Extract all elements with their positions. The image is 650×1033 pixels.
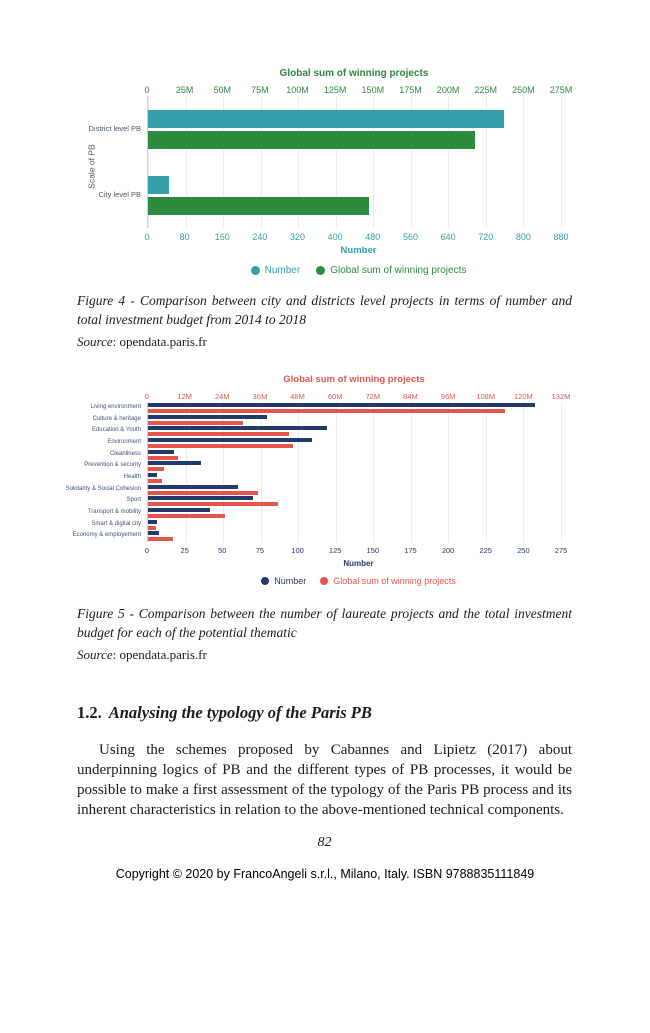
sum-bar <box>148 502 278 506</box>
category-label: Sport <box>126 497 141 504</box>
axis-tick-label: 160 <box>214 232 230 242</box>
axis-tick-label: 720 <box>478 232 494 242</box>
axis-tick-label: 25M <box>175 85 194 95</box>
plot-wrap <box>65 402 561 542</box>
bar-group <box>148 507 561 519</box>
number-bar <box>148 176 169 194</box>
category-label: Solidarity & Social Cohesion <box>65 485 141 492</box>
bar-group <box>148 519 561 531</box>
legend-dot-icon <box>316 266 325 275</box>
figure5-chart <box>65 374 571 586</box>
axis-tick-label: 640 <box>440 232 456 242</box>
axis-tick-label: 200 <box>441 546 455 555</box>
axis-tick-label: 100 <box>291 546 304 555</box>
legend-dot-icon <box>261 577 269 585</box>
plot-area <box>147 96 561 228</box>
number-bar <box>148 403 535 407</box>
legend-item <box>316 265 466 276</box>
legend-item <box>320 576 456 586</box>
axis-tick-label: 175 <box>404 546 417 555</box>
axis-tick-label: 80 <box>179 232 190 242</box>
number-bar <box>148 415 267 419</box>
category-label: District level PB <box>88 124 141 134</box>
sum-bar <box>148 131 475 149</box>
category-label: Environment <box>107 439 141 446</box>
axis-tick-label: 0 <box>144 546 150 555</box>
legend-item <box>251 265 301 276</box>
top-axis-ticks <box>144 389 571 402</box>
axis-tick-label: 75M <box>251 85 269 95</box>
axis-tick-label: 12M <box>177 392 192 401</box>
sum-bar <box>148 456 178 460</box>
legend-label: Number <box>264 265 301 276</box>
axis-tick-label: 96M <box>440 392 456 401</box>
axis-tick-label: 84M <box>403 392 418 401</box>
number-bar <box>148 485 238 489</box>
axis-tick-label: 0 <box>144 232 150 242</box>
bottom-axis-title: Number <box>340 245 377 256</box>
bar-group <box>148 472 561 484</box>
axis-tick-label: 560 <box>402 232 418 242</box>
number-bar <box>148 520 157 524</box>
section-heading <box>77 703 650 723</box>
axis-tick-label: 320 <box>290 232 306 242</box>
axis-tick-label: 250 <box>517 546 530 555</box>
axis-tick-label: 175M <box>399 85 422 95</box>
sum-bar <box>148 444 293 448</box>
axis-tick-label: 50 <box>218 546 227 555</box>
section-title: Analysing the typology of the Paris PB <box>108 703 372 722</box>
source-label: Source <box>77 334 113 349</box>
top-axis-ticks <box>144 83 573 96</box>
category-labels <box>65 402 147 542</box>
legend-dot-icon <box>251 266 260 275</box>
sum-bar <box>148 526 156 530</box>
axis-tick-label: 24M <box>214 392 230 401</box>
bar-group <box>148 484 561 496</box>
bar-group <box>148 449 561 461</box>
axis-tick-label: 400 <box>327 232 343 242</box>
axis-tick-label: 250M <box>512 85 535 95</box>
axis-tick-label: 60M <box>327 392 343 401</box>
bottom-axis-ticks <box>144 231 569 243</box>
category-label: Living environment <box>90 404 141 410</box>
sum-bar <box>148 537 173 541</box>
category-label: Prevention & security <box>84 462 141 469</box>
number-bar <box>148 461 201 465</box>
sum-bar <box>148 491 258 495</box>
bar-group <box>148 414 561 426</box>
axis-tick-label: 36M <box>252 392 268 401</box>
number-bar <box>148 508 210 512</box>
category-label: Education & Youth <box>91 427 141 434</box>
axis-tick-label: 225 <box>479 546 492 555</box>
sum-bar <box>148 421 243 425</box>
source-label: Source <box>77 647 113 662</box>
bar-group <box>148 96 561 162</box>
axis-tick-label: 480 <box>365 232 381 242</box>
gridline <box>561 96 562 228</box>
sum-bar <box>148 409 505 413</box>
y-axis-label: Scale of PB <box>86 144 97 189</box>
legend-label: Global sum of winning projects <box>330 265 467 276</box>
bar-group <box>148 530 561 542</box>
number-bar <box>148 426 327 430</box>
top-axis-title: Global sum of winning projects <box>279 68 429 79</box>
sum-bar <box>148 467 164 471</box>
number-bar <box>148 496 253 500</box>
category-label: Culture & heritage <box>92 415 141 422</box>
category-label: Health <box>123 474 141 481</box>
figure4-source <box>77 334 572 350</box>
page-number: 82 <box>317 835 332 850</box>
gridline <box>561 402 562 542</box>
sum-bar <box>148 197 369 215</box>
top-axis-title: Global sum of winning projects <box>283 374 425 385</box>
legend-item <box>261 576 306 586</box>
source-value: : opendata.paris.fr <box>112 647 207 662</box>
figure4-caption: Figure 4 - Comparison between city and districts level projects in terms of number and total investment budget from 2014 to 2018 <box>77 293 572 327</box>
number-bar <box>148 110 504 128</box>
copyright-line: Copyright © 2020 by FrancoAngeli s.r.l., Milano, Italy. ISBN 9788835111849 <box>115 867 535 881</box>
axis-tick-label: 150 <box>366 546 380 555</box>
source-value: : opendata.paris.fr <box>112 334 207 349</box>
axis-tick-label: 275M <box>549 85 573 95</box>
category-label: City level PB <box>98 190 141 200</box>
number-bar <box>148 473 157 477</box>
bar-group <box>148 162 561 228</box>
axis-tick-label: 200M <box>436 85 460 95</box>
figure5-source <box>77 647 572 663</box>
chart-body <box>65 389 571 586</box>
axis-tick-label: 0 <box>144 85 150 95</box>
axis-tick-label: 75 <box>255 546 265 555</box>
axis-tick-label: 120M <box>513 392 533 401</box>
figure5-caption: Figure 5 - Comparison between the number of laureate projects and the total investment budget for each of the potential thematic <box>77 606 572 640</box>
bar-group <box>148 425 561 437</box>
body-paragraph: Using the schemes proposed by Cabannes and Lipietz (2017) about underpinning logics of PB and the different types of PB processes, it would be possible to make a first assessment of the typology of the Paris PB process and its inherent characteristics in relation to the above-mentioned technical components. <box>77 742 572 818</box>
section-number: 1.2. <box>77 703 102 722</box>
plot-area <box>147 402 561 542</box>
axis-tick-label: 25 <box>180 546 189 555</box>
bar-group <box>148 495 561 507</box>
axis-tick-label: 72M <box>365 392 381 401</box>
figure4-chart <box>85 68 573 276</box>
number-bar <box>148 450 174 454</box>
axis-tick-label: 125 <box>328 546 342 555</box>
category-label: Cleanliness <box>109 450 141 457</box>
category-label: Transport & mobility <box>87 509 141 516</box>
axis-tick-label: 100M <box>286 85 309 95</box>
axis-tick-label: 50M <box>213 85 232 95</box>
axis-tick-label: 132M <box>551 392 571 401</box>
axis-tick-label: 150M <box>361 85 385 95</box>
axis-tick-label: 48M <box>290 392 305 401</box>
chart-legend <box>147 576 570 586</box>
axis-tick-label: 225M <box>474 85 497 95</box>
bottom-axis-title: Number <box>343 559 374 568</box>
number-bar <box>148 531 159 535</box>
axis-tick-label: 880 <box>553 232 569 242</box>
axis-tick-label: 275 <box>554 546 568 555</box>
axis-tick-label: 125M <box>323 85 347 95</box>
sum-bar <box>148 432 289 436</box>
sum-bar <box>148 514 225 518</box>
chart-body <box>85 83 573 276</box>
axis-tick-label: 240 <box>252 232 268 242</box>
axis-tick-label: 108M <box>476 392 496 401</box>
category-label: Economy & employement <box>72 532 141 539</box>
bar-group <box>148 460 561 472</box>
axis-tick-label: 800 <box>515 232 531 242</box>
legend-label: Global sum of winning projects <box>333 576 456 586</box>
chart-legend <box>147 265 570 276</box>
bottom-axis-ticks <box>144 545 568 557</box>
bar-group <box>148 402 561 414</box>
bar-group <box>148 437 561 449</box>
number-bar <box>148 438 312 442</box>
legend-dot-icon <box>320 577 328 585</box>
legend-label: Number <box>274 576 307 586</box>
axis-tick-label: 0 <box>144 392 150 401</box>
category-label: Smart & digital city <box>91 520 141 527</box>
sum-bar <box>148 479 162 483</box>
plot-wrap <box>85 96 561 228</box>
